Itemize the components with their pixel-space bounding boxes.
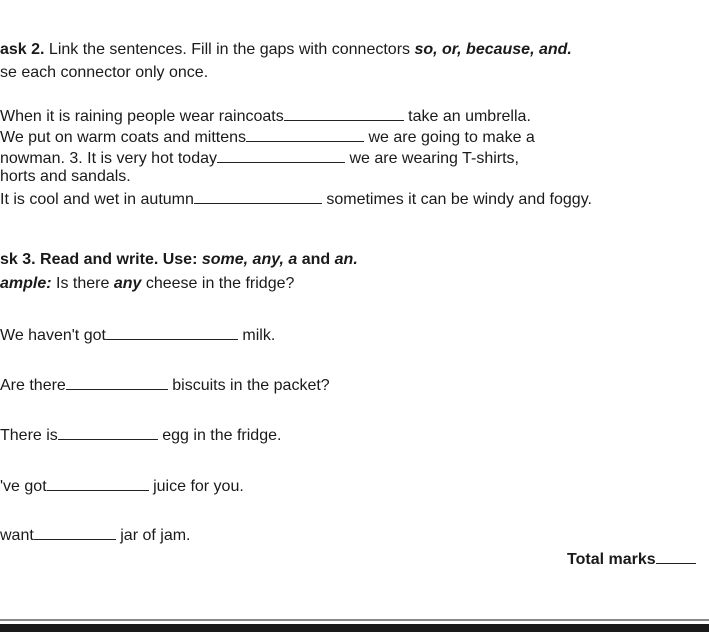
q2-gap[interactable] [66, 374, 168, 390]
q3-gap[interactable] [58, 424, 158, 440]
s3-gap[interactable] [217, 147, 345, 163]
s1-part-b: take an umbrella. [403, 108, 531, 125]
task2-sentence-4 [0, 188, 592, 210]
s4-gap[interactable] [194, 188, 322, 204]
task2-title-text: Link the sentences. Fill in the gaps with connectors [44, 41, 415, 58]
task2-title-bold: ask 2. [0, 41, 45, 58]
task3-title-and: and [297, 251, 335, 268]
total-marks-label: Total marks [567, 551, 656, 568]
s3-part-b: we are wearing T-shirts, [345, 150, 519, 167]
q5-gap[interactable] [34, 524, 116, 540]
s2-gap[interactable] [246, 126, 364, 142]
task2-sentence-2 [0, 126, 535, 148]
q4-part-b: juice for you. [148, 478, 244, 495]
task3-question-2 [0, 374, 330, 396]
s4-part-a: It is cool and wet in autumn [0, 191, 194, 208]
task2-title-line2: se each connector only once. [0, 64, 209, 81]
task3-question-4 [0, 475, 244, 497]
total-marks [567, 548, 696, 570]
task3-example [0, 274, 294, 294]
task3-question-5 [0, 524, 190, 546]
s3-part-a: nowman. 3. It is very hot today [0, 150, 217, 167]
q1-gap[interactable] [106, 324, 238, 340]
page-divider [0, 619, 709, 621]
task2-sentence-3-cont: horts and sandals. [0, 168, 131, 185]
task2-title [0, 40, 572, 60]
q2-part-b: biscuits in the packet? [167, 377, 330, 394]
task3-title-a: sk 3. Read and write. Use: [0, 251, 202, 268]
s2-part-a: We put on warm coats and mittens [0, 129, 247, 146]
task3-title [0, 250, 358, 270]
page-bottom-edge [0, 624, 709, 632]
task2-sentence-1 [0, 105, 531, 127]
task3-title-words: some, any, a [201, 251, 298, 268]
q4-part-a: 've got [0, 478, 47, 495]
q4-gap[interactable] [47, 475, 149, 491]
task3-question-3 [0, 424, 281, 446]
total-marks-gap[interactable] [656, 548, 696, 564]
q3-part-b: egg in the fridge. [157, 427, 282, 444]
q1-part-a: We haven't got [0, 327, 106, 344]
s4-part-b: sometimes it can be windy and foggy. [321, 191, 592, 208]
q1-part-b: milk. [237, 327, 276, 344]
s2-part-b: we are going to make a [364, 129, 535, 146]
q5-part-a: want [0, 527, 34, 544]
q5-part-b: jar of jam. [115, 527, 191, 544]
task2-connector-list: so, or, because, and. [414, 41, 572, 58]
task2-sentence-3 [0, 147, 519, 169]
q3-part-a: There is [0, 427, 58, 444]
q2-part-a: Are there [0, 377, 66, 394]
task3-question-1 [0, 324, 275, 346]
s1-part-a: When it is raining people wear raincoats [0, 108, 284, 125]
example-any: any [113, 275, 142, 292]
example-text-a: Is there [51, 275, 114, 292]
s1-gap[interactable] [284, 105, 404, 121]
example-text-b: cheese in the fridge? [141, 275, 295, 292]
task3-title-an: an. [334, 251, 358, 268]
example-label: ample: [0, 275, 52, 292]
